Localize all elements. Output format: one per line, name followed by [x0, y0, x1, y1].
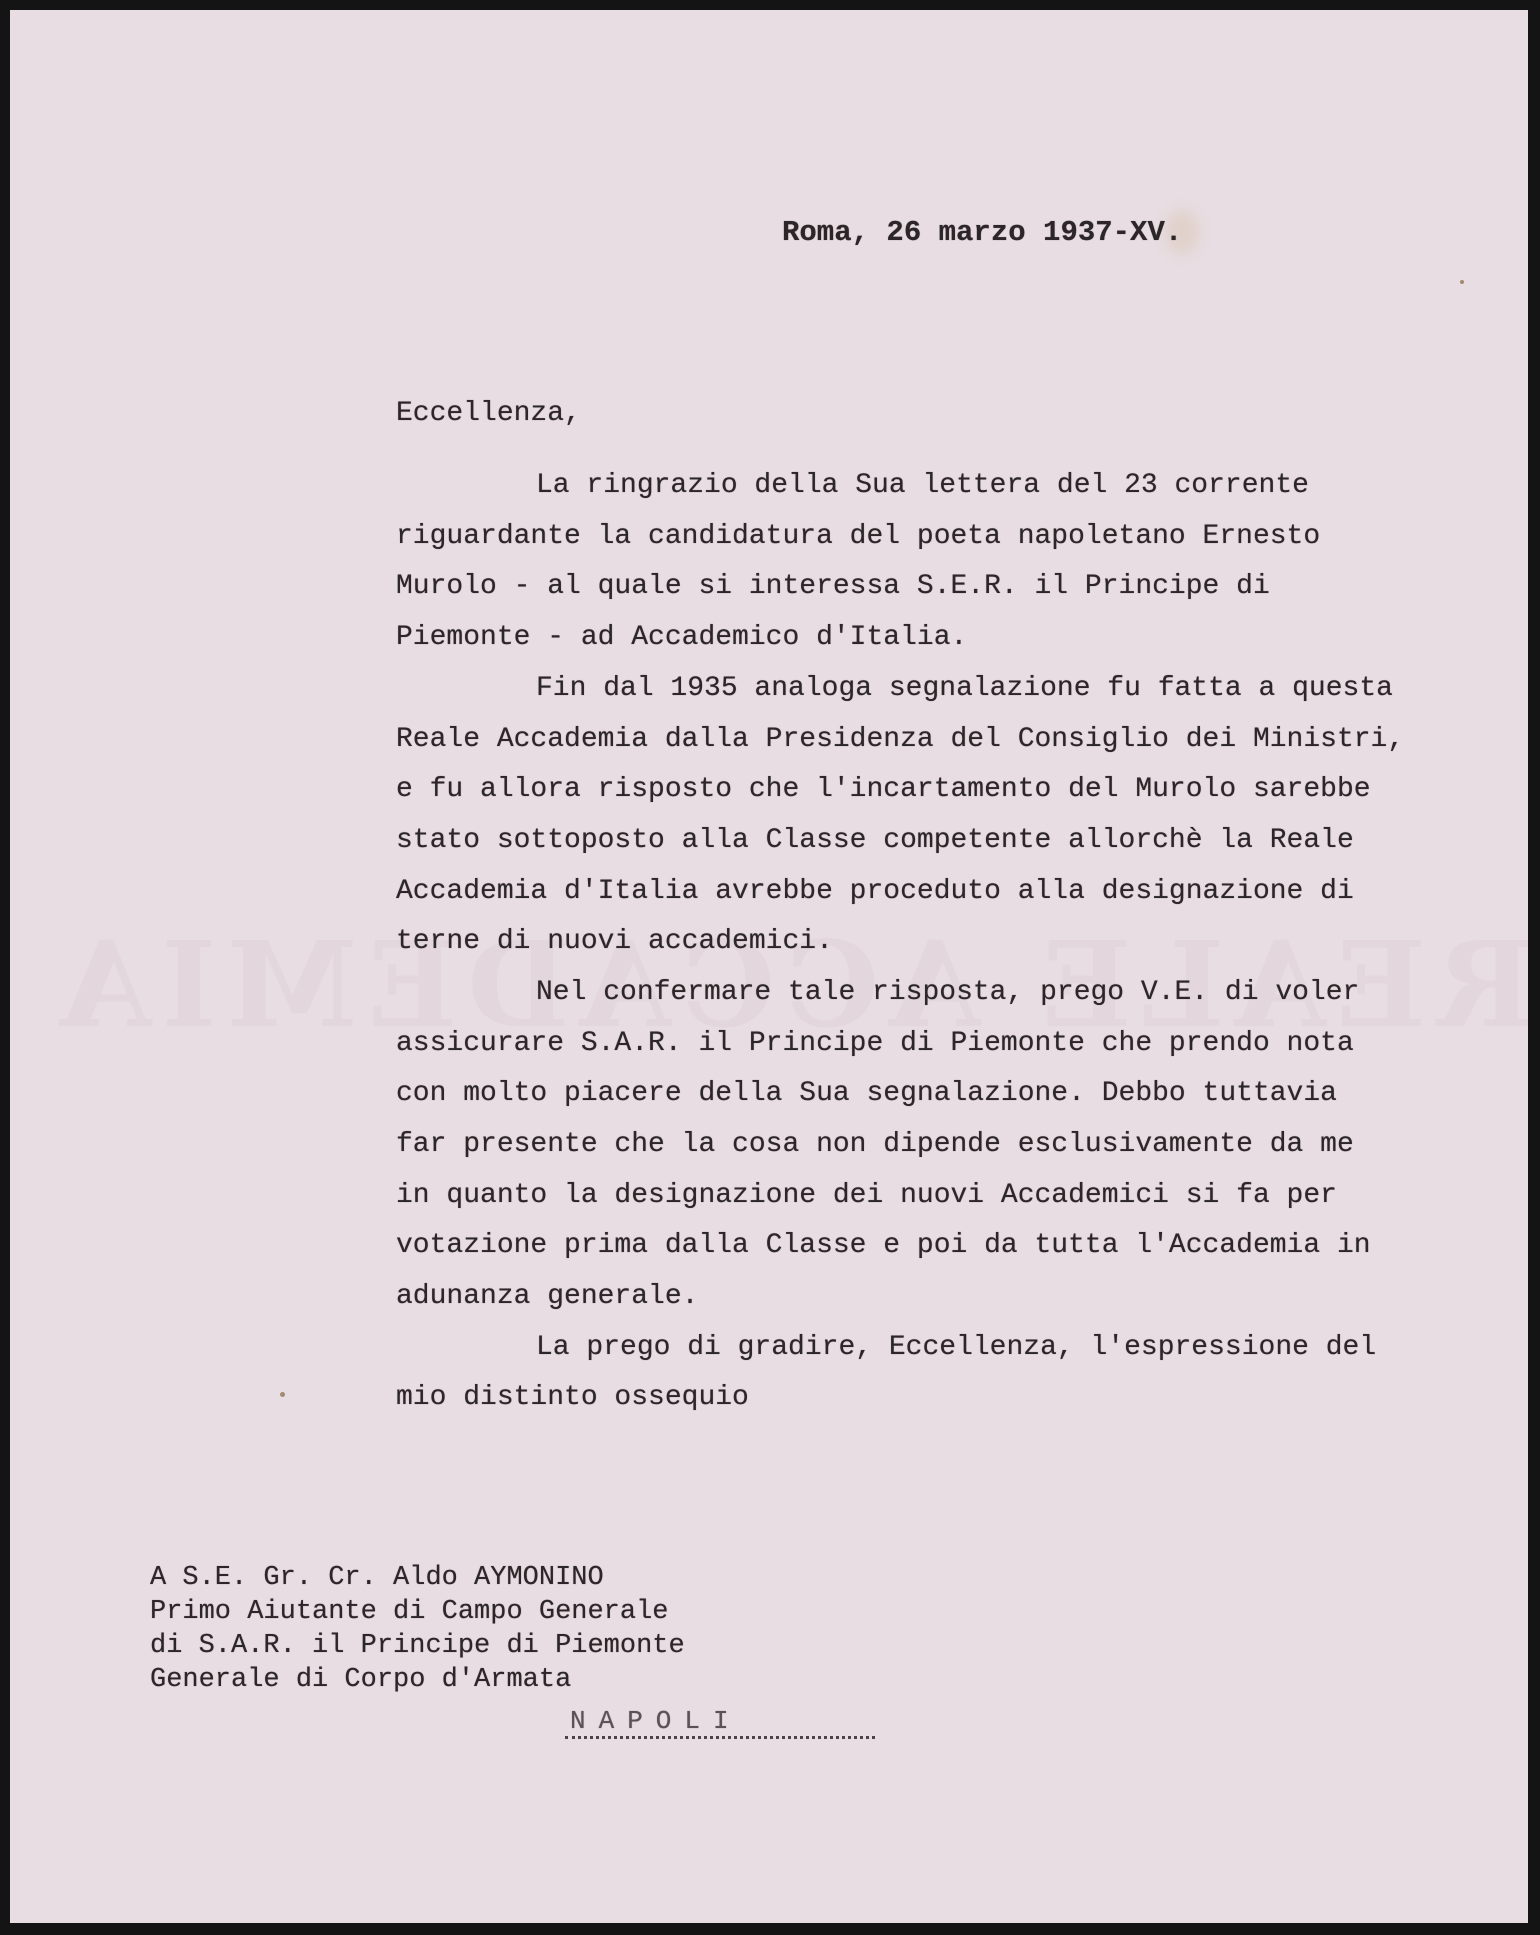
- addressee-line-4: Generale di Corpo d'Armata: [150, 1665, 572, 1695]
- letter-page: [10, 10, 1528, 1923]
- paragraph-3-line-3: con molto piacere della Sua segnalazione. Debbo tuttavia: [396, 1078, 1337, 1109]
- paragraph-3-line-5: in quanto la designazione dei nuovi Accademici si fa per: [396, 1180, 1337, 1211]
- paragraph-1-line-2: riguardante la candidatura del poeta napoletano Ernesto: [396, 521, 1321, 552]
- paragraph-2-line-2: Reale Accademia dalla Presidenza del Consiglio dei Ministri,: [396, 724, 1405, 755]
- city-underline: [565, 1736, 875, 1739]
- paragraph-2-line-5: Accademia d'Italia avrebbe proceduto alla designazione di: [396, 876, 1354, 907]
- letter-date: Roma, 26 marzo 1937-XV.: [782, 216, 1183, 249]
- paragraph-1-line-4: Piemonte - ad Accademico d'Italia.: [396, 622, 968, 653]
- salutation: Eccellenza,: [396, 398, 581, 429]
- paper-speck: [1460, 280, 1464, 284]
- addressee-line-1: A S.E. Gr. Cr. Aldo AYMONINO: [150, 1563, 604, 1593]
- paragraph-3-line-6: votazione prima dalla Classe e poi da tutta l'Accademia in: [396, 1230, 1371, 1261]
- paragraph-4-line-2: mio distinto ossequio: [396, 1382, 749, 1413]
- paragraph-2-line-3: e fu allora risposto che l'incartamento del Murolo sarebbe: [396, 774, 1371, 805]
- paragraph-2-line-1: Fin dal 1935 analoga segnalazione fu fatta a questa: [536, 673, 1393, 704]
- paragraph-2-line-6: terne di nuovi accademici.: [396, 926, 833, 957]
- paragraph-3-line-4: far presente che la cosa non dipende esclusivamente da me: [396, 1129, 1354, 1160]
- paragraph-4-line-1: La prego di gradire, Eccellenza, l'espressione del: [536, 1332, 1377, 1363]
- paragraph-3-line-2: assicurare S.A.R. il Principe di Piemonte che prendo nota: [396, 1028, 1354, 1059]
- paper-speck: [280, 1392, 285, 1397]
- paragraph-1-line-3: Murolo - al quale si interessa S.E.R. il Principe di: [396, 571, 1270, 602]
- paragraph-3-line-7: adunanza generale.: [396, 1281, 699, 1312]
- paragraph-1-line-1: La ringrazio della Sua lettera del 23 corrente: [536, 470, 1309, 501]
- destination-city: NAPOLI: [570, 1706, 742, 1736]
- addressee-line-2: Primo Aiutante di Campo Generale: [150, 1597, 669, 1627]
- paragraph-3-line-1: Nel confermare tale risposta, prego V.E. di voler: [536, 977, 1360, 1008]
- paragraph-2-line-4: stato sottoposto alla Classe competente allorchè la Reale: [396, 825, 1354, 856]
- addressee-line-3: di S.A.R. il Principe di Piemonte: [150, 1631, 685, 1661]
